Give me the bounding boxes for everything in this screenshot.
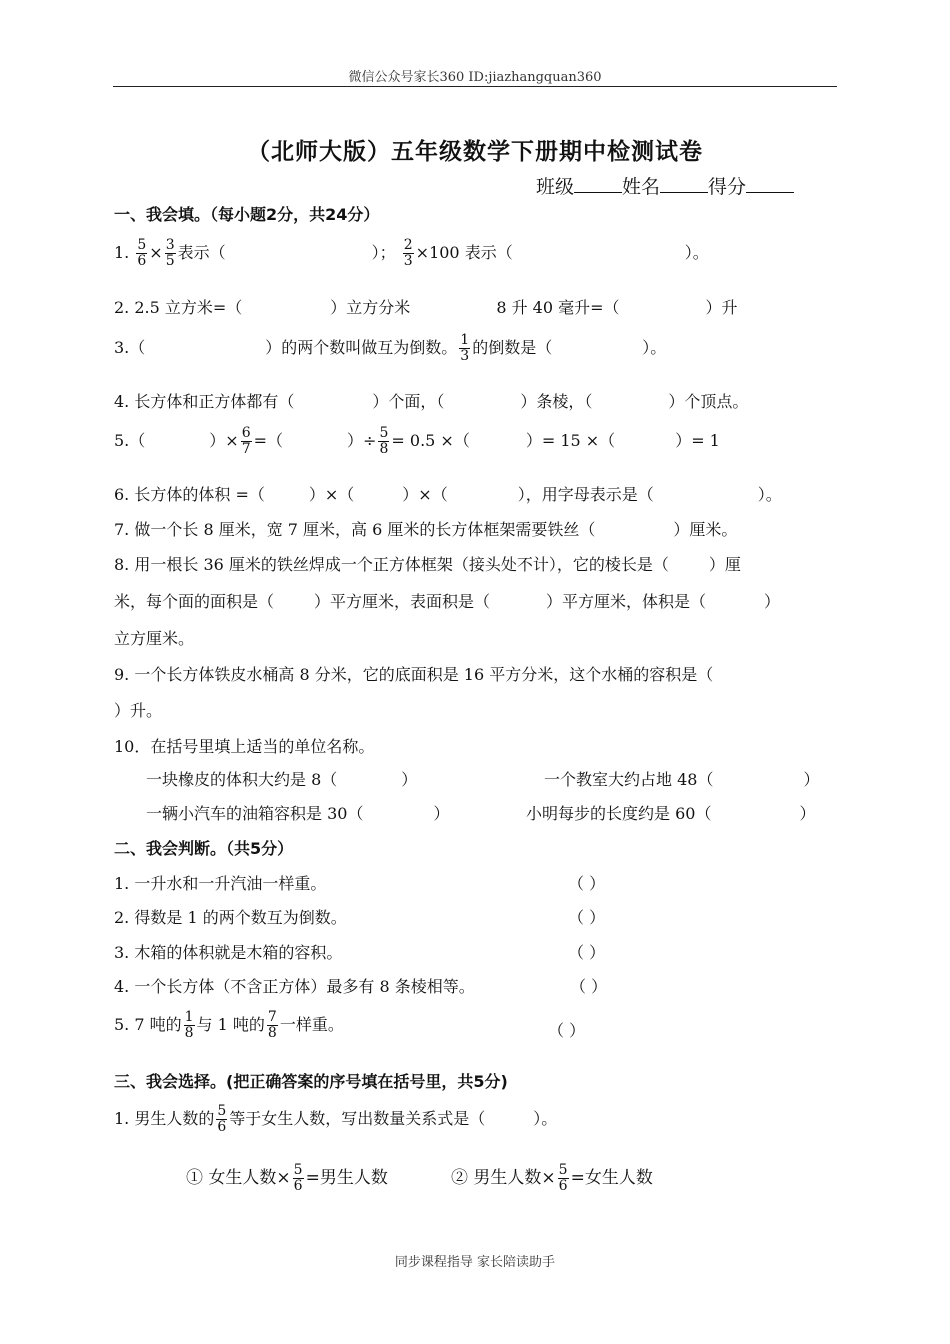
page-header: 微信公众号家长360 ID:jiazhangquan360 bbox=[348, 70, 602, 85]
q4-text: ）条棱，（ bbox=[520, 392, 593, 411]
denominator: 3 bbox=[460, 348, 470, 364]
q1-text: 等于女生人数，写出数量关系式是（ bbox=[229, 1109, 486, 1128]
denominator: 6 bbox=[293, 1178, 303, 1194]
option-text: ① 女生人数× bbox=[186, 1168, 291, 1188]
s1-q10-item-c bbox=[146, 801, 449, 824]
q1-text: ×100 表示（ bbox=[415, 243, 513, 262]
denominator: 3 bbox=[403, 253, 413, 269]
denominator: 6 bbox=[137, 253, 147, 269]
s2-answer-bracket-5[interactable]: （ ） bbox=[548, 1021, 586, 1040]
section2-heading: 二、我会判断。（共5分） bbox=[114, 839, 294, 858]
fraction bbox=[558, 1163, 569, 1194]
s1-question-8-line1 bbox=[114, 552, 741, 575]
q8-text: ） bbox=[764, 592, 781, 611]
q8-text: ）厘 bbox=[708, 555, 741, 574]
section1-heading: 一、我会填。（每小题2分，共24分） bbox=[114, 205, 380, 224]
q6-text: ）×（ bbox=[402, 485, 448, 504]
s2-item-3: 3. 木箱的体积就是木箱的容积。 bbox=[114, 943, 343, 962]
s1-question-4 bbox=[114, 389, 748, 412]
q8-text: ）平方厘米，表面积是（ bbox=[314, 592, 491, 611]
s2-answer-bracket-1[interactable]: （ ） bbox=[568, 874, 606, 893]
numerator: 5 bbox=[217, 1103, 227, 1119]
denominator: 6 bbox=[217, 1119, 227, 1135]
s1-question-7 bbox=[114, 517, 737, 540]
denominator: 8 bbox=[184, 1025, 194, 1041]
fraction bbox=[403, 238, 414, 269]
denominator: 5 bbox=[165, 253, 175, 269]
s1-q10-item-b bbox=[544, 767, 819, 790]
q10-text: 一辆小汽车的油箱容积是 30（ bbox=[146, 804, 364, 823]
q7-text: 7. 做一个长 8 厘米，宽 7 厘米，高 6 厘米的长方体框架需要铁丝（ bbox=[114, 520, 596, 539]
q5-text: 5.（ bbox=[114, 431, 146, 450]
fraction bbox=[136, 238, 147, 269]
s3-question-1 bbox=[114, 1104, 557, 1135]
q10-text: ） bbox=[799, 804, 816, 823]
class-label: 班级 bbox=[536, 176, 575, 198]
s2-item-2: 2. 得数是 1 的两个数互为倒数。 bbox=[114, 908, 347, 927]
numerator: 5 bbox=[558, 1162, 568, 1178]
denominator: 8 bbox=[267, 1025, 277, 1041]
times-sign: × bbox=[149, 243, 163, 262]
q4-text: ）个面，（ bbox=[372, 392, 445, 411]
s1-question-9-line2: ）升。 bbox=[114, 701, 163, 720]
fraction bbox=[378, 426, 389, 457]
q7-text: ）厘米。 bbox=[673, 520, 738, 539]
q5-text: =（ bbox=[253, 431, 284, 450]
s2-answer-bracket-2[interactable]: （ ） bbox=[568, 908, 606, 927]
q10-text: ） bbox=[433, 804, 450, 823]
fraction bbox=[267, 1010, 278, 1041]
q8-text: 8. 用一根长 36 厘米的铁丝焊成一个正方体框架（接头处不计），它的棱长是（ bbox=[114, 555, 669, 574]
q1-text: 1. 男生人数的 bbox=[114, 1109, 215, 1128]
q1-text: ）。 bbox=[533, 1109, 558, 1128]
q1-text: ）。 bbox=[684, 243, 709, 262]
numerator: 5 bbox=[137, 237, 147, 253]
fraction bbox=[216, 1104, 227, 1135]
s3-option-1[interactable] bbox=[186, 1163, 388, 1194]
fraction bbox=[184, 1010, 195, 1041]
score-blank[interactable] bbox=[746, 174, 794, 193]
s2-answer-bracket-3[interactable]: （ ） bbox=[568, 943, 606, 962]
q10-text: 一块橡皮的体积大约是 8（ bbox=[146, 770, 338, 789]
section3-heading: 三、我会选择。(把正确答案的序号填在括号里，共5分) bbox=[114, 1072, 508, 1091]
fraction bbox=[293, 1163, 304, 1194]
s2-item-5 bbox=[114, 1010, 344, 1041]
score-label: 得分 bbox=[708, 176, 747, 198]
s1-question-9-line1: 9. 一个长方体铁皮水桶高 8 分米，它的底面积是 16 平方分米，这个水桶的容积是（ bbox=[114, 665, 714, 684]
s1-q10-item-a bbox=[146, 767, 417, 790]
s2-answer-bracket-4[interactable]: （ ） bbox=[570, 977, 608, 996]
q2-text: 2. 2.5 立方米=（ bbox=[114, 298, 243, 317]
numerator: 5 bbox=[293, 1162, 303, 1178]
s1-q10-item-d bbox=[526, 801, 815, 824]
page-title: （北师大版）五年级数学下册期中检测试卷 bbox=[247, 139, 703, 165]
s2-item-1: 1. 一升水和一升汽油一样重。 bbox=[114, 874, 327, 893]
denominator: 8 bbox=[379, 441, 389, 457]
q2-text: ）升 bbox=[705, 298, 738, 317]
q10-text: ） bbox=[803, 770, 820, 789]
s1-question-5 bbox=[114, 426, 720, 457]
q10-text: 小明每步的长度约是 60（ bbox=[526, 804, 712, 823]
q6-text: ），用字母表示是（ bbox=[517, 485, 654, 504]
s1-question-2 bbox=[114, 295, 738, 318]
q1-text: ）； bbox=[371, 243, 396, 262]
q5-text: 一样重。 bbox=[279, 1015, 344, 1034]
s2-item-4: 4. 一个长方体（不含正方体）最多有 8 条棱相等。 bbox=[114, 977, 475, 996]
numerator: 3 bbox=[165, 237, 175, 253]
s1-question-3 bbox=[114, 333, 666, 364]
q3-text: ）的两个数叫做互为倒数。 bbox=[265, 338, 458, 357]
q5-text: 与 1 吨的 bbox=[196, 1015, 265, 1034]
option-text: =女生人数 bbox=[570, 1168, 653, 1188]
q5-text: ）= 15 ×（ bbox=[525, 431, 616, 450]
q2-text: 8 升 40 毫升=（ bbox=[496, 298, 620, 317]
class-blank[interactable] bbox=[574, 174, 622, 193]
fraction bbox=[241, 426, 252, 457]
s1-question-8-line2 bbox=[114, 589, 780, 612]
q8-text: 米，每个面的面积是（ bbox=[114, 592, 275, 611]
numerator: 7 bbox=[267, 1009, 277, 1025]
q6-text: ）×（ bbox=[308, 485, 355, 504]
option-text: ② 男生人数× bbox=[451, 1168, 556, 1188]
page-footer: 同步课程指导 家长陪读助手 bbox=[394, 1255, 556, 1270]
s3-option-2[interactable] bbox=[451, 1163, 653, 1194]
s1-question-1 bbox=[114, 238, 709, 269]
name-label: 姓名 bbox=[622, 176, 661, 198]
denominator: 6 bbox=[558, 1178, 568, 1194]
numerator: 5 bbox=[379, 425, 389, 441]
denominator: 7 bbox=[241, 441, 251, 457]
header-rule bbox=[113, 86, 837, 87]
q5-text: ）× bbox=[209, 431, 239, 450]
q5-text: = 0.5 ×（ bbox=[391, 431, 470, 450]
option-text: =男生人数 bbox=[305, 1168, 388, 1188]
q4-text: 4. 长方体和正方体都有（ bbox=[114, 392, 295, 411]
q5-text: 5. 7 吨的 bbox=[114, 1015, 182, 1034]
q3-text: ）。 bbox=[642, 338, 667, 357]
numerator: 1 bbox=[184, 1009, 194, 1025]
q1-text: 表示（ bbox=[177, 243, 226, 262]
q8-text: ）平方厘米，体积是（ bbox=[546, 592, 707, 611]
q6-text: ）。 bbox=[757, 485, 782, 504]
numerator: 2 bbox=[403, 237, 413, 253]
q10-text: 一个教室大约占地 48（ bbox=[544, 770, 714, 789]
fraction bbox=[459, 333, 470, 364]
q2-text: ）立方分米 bbox=[330, 298, 411, 317]
q5-text: ）= 1 bbox=[675, 431, 720, 450]
name-blank[interactable] bbox=[660, 174, 708, 193]
q6-text: 6. 长方体的体积 =（ bbox=[114, 485, 265, 504]
numerator: 6 bbox=[241, 425, 251, 441]
q4-text: ）个顶点。 bbox=[668, 392, 749, 411]
s1-question-8-line3: 立方厘米。 bbox=[114, 629, 195, 648]
q5-text: ）÷ bbox=[347, 431, 377, 450]
q3-text: 3.（ bbox=[114, 338, 146, 357]
q10-text: ） bbox=[401, 770, 418, 789]
s1-question-6 bbox=[114, 482, 782, 505]
student-info-fields bbox=[536, 172, 794, 199]
fraction bbox=[165, 238, 176, 269]
q1-number: 1. bbox=[114, 243, 130, 262]
q3-text: 的倒数是（ bbox=[472, 338, 553, 357]
numerator: 1 bbox=[460, 332, 470, 348]
s1-question-10-heading: 10．在括号里填上适当的单位名称。 bbox=[114, 737, 375, 756]
